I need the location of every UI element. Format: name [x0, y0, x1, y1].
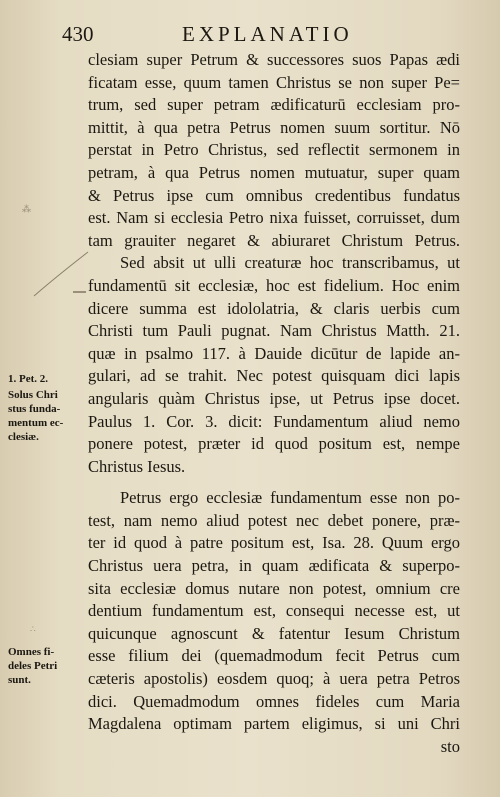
paragraph-first-line: Petrus ergo ecclesiæ fundamentum esse non po-	[120, 488, 460, 508]
text-line: est. Nam si ecclesia Petro nixa fuisset, corruisset, dum	[88, 208, 460, 228]
text-line: angularis quàm Christus ipse, ut Petrus ipse docet.	[88, 388, 460, 408]
body-text	[88, 49, 460, 758]
text-line: Christus Iesus.	[88, 456, 186, 476]
page-number: 430	[62, 22, 94, 46]
text-line: mittit, à qua petra Petrus nomen suum sortitur. Nō	[88, 117, 460, 137]
text-line: Christus uera petra, in quam ædificata & superpo-	[88, 556, 460, 576]
text-line: Christi tum Pauli pugnat. Nam Christus Matth. 21.	[88, 321, 460, 341]
text-line: tam grauiter negaret & abiuraret Christum Petrus.	[88, 230, 460, 250]
text-line: Magdalena optimam partem eligimus, si uni Chri	[88, 714, 460, 734]
text-line: dicere summa est idololatria, & claris uerbis cum	[88, 298, 460, 318]
text-line: & Petrus ipse cum omnibus credentibus fundatus	[88, 185, 460, 205]
pencil-dash	[72, 288, 88, 296]
text-line: dici. Quemadmodum omnes fideles cum Maria	[88, 691, 460, 711]
margin-note-omnes: Omnes fi- deles Petri sunt.	[8, 646, 58, 686]
marginal-mark: ∴	[30, 624, 36, 634]
text-line: Paulus 1. Cor. 3. dicit: Fundamentum aliud nemo	[88, 411, 460, 431]
margin-reference: 1. Pet. 2.	[8, 373, 49, 385]
text-line: quæ in psalmo 117. à Dauide dicūtur de lapide an-	[88, 343, 460, 363]
text-line: esse filium dei (quemadmodum fecit Petrus cum	[88, 646, 460, 666]
text-line: sita ecclesiæ domus nutare non potest, omnium cre	[88, 578, 460, 598]
running-title: EXPLANATIO	[182, 22, 353, 46]
text-line: gulari, ad se trahit. Nec potest quisquam dici lapis	[88, 366, 460, 386]
text-line: quicunque agnoscunt & fatentur Iesum Christum	[88, 623, 460, 643]
text-line: test, nam nemo aliud potest nec debet ponere, præ-	[88, 510, 460, 530]
catchword: sto	[440, 736, 460, 756]
text-line: petram, à qua Petrus nomen mutuatur, super quam	[88, 162, 460, 182]
paragraph-first-line: Sed absit ut ulli creaturæ hoc transcribamus, ut	[120, 253, 460, 273]
text-line: ter id quod à patre positum est, Isa. 28. Quum ergo	[88, 533, 460, 553]
text-line: dentium fundamentum est, consequi necesse est, ut	[88, 601, 460, 621]
text-line: clesiam super Petrum & successores suos Papas ædi	[88, 50, 460, 69]
text-line: ficatam esse, quum tamen Christus se non super Pe=	[88, 72, 460, 92]
text-line: fundamentū sit ecclesiæ, hoc est fidelium. Hoc enim	[88, 275, 460, 295]
marginal-mark: ⁂	[22, 204, 31, 214]
text-line: perstat in Petro Christus, sed reflectit sermonem in	[88, 140, 460, 160]
text-line: ponere potest, præter id quod positum est, nempe	[88, 434, 460, 454]
text-line: trum, sed super petram ædificaturū ecclesiam pro-	[88, 95, 460, 115]
margin-note-solus: Solus Chri stus funda- mentum ec- clesiæ.	[8, 389, 64, 443]
text-line: cæteris apostolis) eosdem quoq; à uera petra Petros	[88, 669, 460, 689]
